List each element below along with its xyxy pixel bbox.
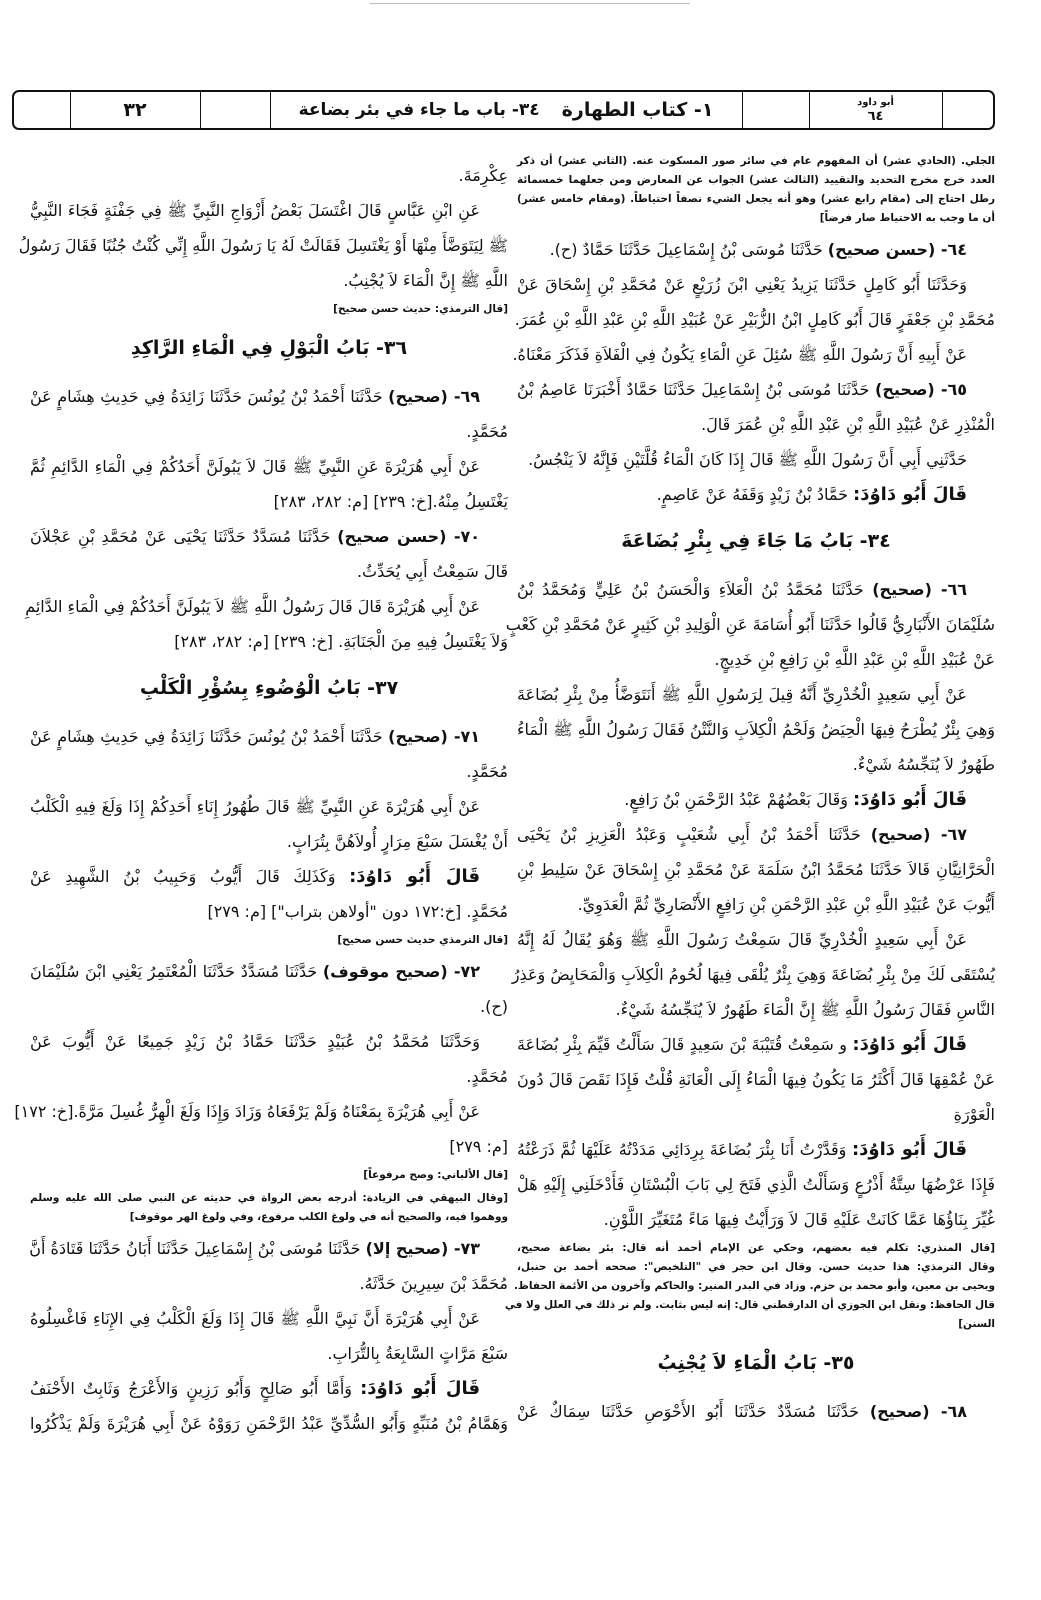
line-text: فَإِذَا عَرْضُهَا سِتَّةُ أَذْرُعٍ وَسَأَلْتُ الَّذِي فَتَحَ لِي بَابَ الْبُسْتَانِ فَأَدْخَلَنِي إِلَيْهِ هَلْ [517, 1175, 995, 1194]
hadith-paragraph [14, 1094, 508, 1164]
line-text: حَدَّثَنَا مُوسَى بْنُ إِسْمَاعِيلَ حَدَّثَنَا أَبَانُ حَدَّثَنَا قَتَادَةُ أَنَّ [29, 1239, 361, 1258]
hadith-number-grade: ٧٠- (حسن صحيح) [337, 527, 480, 546]
text-line [30, 379, 508, 414]
abu-dawud-label: قَالَ أَبُو دَاوُدَ: [851, 1139, 967, 1160]
text-line [512, 337, 995, 372]
line-text: [قال المنذري: تكلم فيه بعضهم، وحكي عن الإمام أحمد أنه قال: بئر بضاعة صحيح، [517, 1242, 995, 1254]
hadith-paragraph [30, 379, 508, 449]
text-line [30, 263, 508, 298]
text-line [517, 152, 995, 171]
chapter-heading: ٣٦- بَابُ الْبَوْلِ فِي الْمَاءِ الرَّاكِدِ [130, 337, 408, 359]
hadith-paragraph [30, 1024, 508, 1094]
line-text: مُحَمَّدِ بْنِ جَعْفَرٍ قَالَ أَبُو كَامِلٍ ابْنُ الزُّبَيْرِ عَنْ عُبَيْدِ اللَّهِ بْنِ عَبْدِ اللَّهِ بْنِ عُمَرَ. [514, 310, 995, 329]
line-text: ويحيى بن معين، وأبو محمد بن حزم. وزاد في البدر المنير: والحاكم وآخرون من الأئمة الحفاظ. [513, 1280, 995, 1292]
text-line [517, 1097, 995, 1132]
text-line [517, 442, 995, 477]
hadith-paragraph [30, 1301, 508, 1371]
line-text: حَدَّثَنَا أَحْمَدُ بْنُ يُونُسَ حَدَّثَنَا زَائِدَةُ فِي حَدِيثِ هِشَامٍ عَنْ [30, 387, 383, 406]
text-line [30, 824, 508, 859]
hadith-number-grade: ٧١- (صحيح) [388, 727, 481, 746]
text-line [517, 1132, 995, 1167]
text-line [517, 1394, 995, 1429]
footnote [30, 931, 508, 950]
line-text: اللَّهِ ﷺ إِنَّ الْمَاءَ لاَ يُجْنِبُ. [343, 271, 508, 290]
hadith-number: ٦٤ [867, 109, 884, 124]
hadith-number-grade: ٦٤- (حسن صحيح) [827, 240, 967, 259]
text-line [517, 992, 995, 1027]
hadith-paragraph [18, 193, 508, 298]
line-text: أَيُّوبَ عَنْ عُبَيْدِ اللَّهِ بْنِ عَبْدِ الرَّحْمَنِ بْنِ رَافِعٍ الأَنْصَارِيِّ ثُمَّ الْعَدَوِيِّ. [577, 895, 995, 914]
hadith-paragraph [30, 519, 508, 589]
abu-dawud-label: قَالَ أَبُو دَاوُدَ: [853, 484, 967, 505]
line-text: حَدَّثَنَا مُوسَى بْنُ إِسْمَاعِيلَ حَدَّثَنَا حَمَّادٌ أَخْبَرَنَا عَاصِمُ بْنُ [517, 380, 870, 399]
line-text: حَدَّثَنِي أَبِي أَنَّ رَسُولَ اللَّهِ ﷺ قَالَ إِذَا كَانَ الْمَاءُ قُلَّتَيْنِ فَإِنَّهُ لاَ يَنْجُسُ. [528, 450, 967, 469]
line-text: حَدَّثَنَا مُسَدَّدٌ حَدَّثَنَا أَبُو الأَحْوَصِ حَدَّثَنَا سِمَاكٌ عَنْ [517, 1402, 860, 1421]
text-line [517, 817, 995, 852]
line-text: وَقَالَ بَعْضُهُمْ عَبْدُ الرَّحْمَنِ بْنُ رَافِعٍ. [624, 790, 848, 809]
line-text: عَنْ عُبَيْدِ اللَّهِ بْنِ عَبْدِ اللَّهِ بْنِ رَافِعِ بْنِ خَدِيجٍ. [714, 650, 995, 669]
line-text: (ح). [480, 997, 508, 1016]
line-text: أَنْ يُغْسَلَ سَبْعَ مِرَارٍ أُولاَهُنَّ بِتُرَابٍ. [286, 832, 508, 851]
text-line [517, 852, 995, 887]
hadith-paragraph [30, 954, 508, 1024]
author-hadith-range [809, 92, 942, 128]
text-line [30, 931, 508, 950]
text-line [517, 922, 995, 957]
line-text: وَأَمَّا أَبُو صَالِحٍ وَأَبُو رَزِينٍ وَالأَعْرَجُ وَثَابِتٌ الأَحْنَفُ [30, 1379, 352, 1398]
footnote [504, 1239, 995, 1334]
text-line [30, 1336, 508, 1371]
hadith-paragraph [517, 1027, 995, 1132]
line-text: يُسْتَقَى لَكَ مِنْ بِئْرِ بُضَاعَةَ وَهِيَ بِئْرٌ يُلْقَى فِيهَا لُحُومُ الْكِلاَبِ وَالْمَحَايِضُ وَعَذِرُ [511, 965, 995, 984]
text-line [517, 1062, 995, 1097]
footnote [30, 1166, 508, 1185]
line-text: ووهموا فيه، والصحيح أنه في ولوغ الكلب مرفوع، وفي ولوغ الهر موقوف] [129, 1211, 508, 1223]
abu-dawud-label: قَالَ أَبُو دَاوُدَ: [852, 1034, 967, 1055]
hadith-paragraph [517, 817, 995, 922]
line-text: النَّاسِ فَقَالَ رَسُولُ اللَّهِ ﷺ إِنَّ الْمَاءَ طَهُورٌ لاَ يُنَجِّسُهُ شَيْءٌ. [615, 1000, 995, 1019]
line-text: السنن] [958, 1318, 995, 1330]
text-line [517, 1202, 995, 1237]
hadith-paragraph [514, 267, 995, 337]
hadith-paragraph [30, 449, 508, 519]
line-text: عَنْ أَبِي هُرَيْرَةَ عَنِ النَّبِيِّ ﷺ قَالَ طُهُورُ إِنَاءِ أَحَدِكُمْ إِذَا وَلَغَ فِيهِ الْكَلْبُ [30, 797, 480, 816]
text-line [30, 554, 508, 589]
line-text: حَدَّثَنَا مُوسَى بْنُ إِسْمَاعِيلَ حَدَّثَنَا حَمَّادٌ (ح). [549, 240, 823, 259]
hadith-paragraph [512, 337, 995, 372]
line-text: عَنْ أَبِي هُرَيْرَةَ أَنَّ نَبِيَّ اللَّهِ ﷺ قَالَ إِذَا وَلَغَ الْكَلْبُ فِي الإِنَاءِ فَاغْسِلُوهُ [30, 1309, 480, 1328]
line-text: الْمُنْذِرِ عَنْ عُبَيْدِ اللَّهِ بْنِ عَبْدِ اللَّهِ بْنِ عُمَرَ قَالَ. [701, 415, 995, 434]
right-column [504, 150, 995, 1429]
text-line [30, 193, 508, 228]
footnote [517, 152, 995, 228]
line-text: يَغْتَسِلُ مِنْهُ.[خ: ٢٣٩] [م: ٢٨٢، ٢٨٣] [273, 492, 508, 511]
hadith-paragraph [30, 1231, 508, 1301]
chapter-heading: ٣٤- بَابُ مَا جَاءَ فِي بِئْرِ بُضَاعَةَ [621, 530, 891, 552]
text-line [517, 372, 995, 407]
footnote [30, 300, 508, 319]
line-text: عَنِ ابْنِ عَبَّاسٍ قَالَ اغْتَسَلَ بَعْضُ أَزْوَاجِ النَّبِيِّ ﷺ فِي جَفْنَةٍ فَجَاءَ النَّبِيُّ [30, 201, 480, 220]
text-line [517, 1258, 995, 1277]
text-line [30, 484, 508, 519]
text-line [30, 300, 508, 319]
text-line [514, 302, 995, 337]
text-line [25, 589, 508, 624]
line-text: حَمَّادُ بْنُ زَيْدٍ وَقَفَهُ عَنْ عَاصِمٍ. [656, 485, 848, 504]
text-line [30, 754, 508, 789]
text-line [517, 190, 995, 209]
hadith-number-grade: ٦٩- (صحيح) [388, 387, 481, 406]
hadith-paragraph [517, 677, 995, 782]
hadith-paragraph [30, 719, 508, 789]
line-text: حَدَّثَنَا مُحَمَّدُ بْنُ الْعَلاَءِ وَالْحَسَنُ بْنُ عَلِيٍّ وَمُحَمَّدُ بْنُ [517, 580, 864, 599]
text-line [30, 1371, 508, 1406]
book-title: ١- كتاب الطهارة [561, 99, 714, 121]
text-line [517, 782, 995, 817]
left-column [14, 158, 508, 1441]
line-text: عَنْ عُمْقِهَا قَالَ أَكْثَرُ مَا يَكُونُ فِيهَا الْمَاءُ إِلَى الْعَانَةِ قُلْتُ فَإِذَا نَقَصَ قَالَ دُونَ [517, 1070, 995, 1089]
text-line [505, 607, 995, 642]
text-line [30, 624, 508, 659]
hadith-paragraph [505, 572, 995, 677]
hadith-number-grade: ٦٨- (صحيح) [869, 1402, 968, 1421]
author-name: أبو داود [857, 97, 894, 108]
text-line [517, 232, 995, 267]
line-text: وَكَذَلِكَ قَالَ أَيُّوبُ وَحَبِيبُ بْنُ الشَّهِيدِ عَنْ [30, 867, 336, 886]
page-number: ٣٢ [123, 99, 147, 121]
text-line [30, 1231, 508, 1266]
line-text: طَهُورٌ لاَ يُنَجِّسُهُ شَيْءٌ. [852, 755, 995, 774]
text-line [517, 1239, 995, 1258]
text-line [517, 677, 995, 712]
hadith-paragraph [30, 859, 508, 929]
line-text: و سَمِعْتُ قُتَيْبَةَ بْنَ سَعِيدٍ قَالَ سَأَلْتُ قَيِّمَ بِئْرِ بُضَاعَةَ [517, 1035, 847, 1054]
line-text: وَهِيَ بِئْرٌ يُطْرَحُ فِيهَا الْحِيَضُ وَلَحْمُ الْكِلاَبِ وَالنَّتْنُ فَقَالَ رَسُولُ اللَّهِ ﷺ الْمَاءُ [517, 720, 995, 739]
line-text: وَحَدَّثَنَا أَبُو كَامِلٍ حَدَّثَنَا يَزِيدُ يَعْنِي ابْنَ زُرَيْعٍ عَنْ مُحَمَّدِ بْنِ إِسْحَاقَ عَنْ [517, 275, 967, 294]
line-text: عَنْ أَبِي هُرَيْرَةَ قَالَ قَالَ رَسُولُ اللَّهِ ﷺ لاَ يَبُولَنَّ أَحَدُكُمْ فِي الْمَاءِ الدَّائِمِ [25, 597, 480, 616]
text-line [517, 209, 995, 228]
line-text: الجلي. (الحادي عشر) أن المفهوم عام في سائر صور المسكوت عنه. (الثاني عشر) أن ذكر [517, 155, 995, 167]
hadith-paragraph [30, 1371, 508, 1441]
text-line [517, 407, 995, 442]
hadith-paragraph [517, 232, 995, 267]
text-line [30, 1301, 508, 1336]
text-line [517, 1315, 995, 1334]
text-line [30, 1129, 508, 1164]
text-line [18, 228, 508, 263]
text-line [30, 519, 508, 554]
text-line [513, 1277, 995, 1296]
line-text: سُلَيْمَانَ الأَنْبَارِيُّ قَالُوا حَدَّثَنَا أَبُو أُسَامَةَ عَنِ الْوَلِيدِ بْنِ كَثِيرٍ عَنْ مُحَمَّدِ بْنِ كَعْبٍ [505, 615, 995, 634]
line-text: حَدَّثَنَا أَحْمَدُ بْنُ يُونُسَ حَدَّثَنَا زَائِدَةُ فِي حَدِيثِ هِشَامٍ عَنْ [30, 727, 383, 746]
line-text: مُحَمَّدٍ. [466, 1067, 508, 1086]
line-text: عِكْرِمَةَ. [458, 166, 508, 185]
hadith-paragraph [25, 589, 508, 659]
text-line [30, 1059, 508, 1094]
running-title [270, 92, 742, 128]
text-line [30, 158, 508, 193]
text-line [30, 1266, 508, 1301]
hadith-paragraph [517, 1394, 995, 1429]
text-line [30, 789, 508, 824]
text-line [30, 1406, 508, 1441]
text-line [30, 954, 508, 989]
hadith-paragraph [30, 789, 508, 859]
line-text: عَنْ أَبِي سَعِيدٍ الْخُدْرِيِّ أَنَّهُ قِيلَ لِرَسُولِ اللَّهِ ﷺ أَنَتَوَضَّأُ مِنْ بِئْرِ بُضَاعَةَ [517, 685, 967, 704]
text-line [517, 747, 995, 782]
text-line [30, 989, 508, 1024]
line-text: عَنْ أَبِي هُرَيْرَةَ بِمَعْنَاهُ وَلَمْ يَرْفَعَاهُ وَزَادَ وَإِذَا وَلَغَ الْهِرُّ غُسِلَ مَرَّةً.[خ: ١٧٢] [14, 1102, 480, 1121]
text-line [517, 887, 995, 922]
line-text: [م: ٢٧٩] [449, 1137, 508, 1156]
line-text: وَهَمَّامُ بْنُ مُنَبِّهٍ وَأَبُو السُّدِّيِّ عَبْدُ الرَّحْمَنِ رَوَوْهُ عَنْ أَبِي هُرَيْرَةَ وَلَمْ يَذْكُرُوا [30, 1414, 508, 1433]
text-line [517, 171, 995, 190]
hadith-number-grade: ٦٦- (صحيح) [872, 580, 967, 599]
hadith-paragraph [511, 922, 995, 1027]
line-text: وَلاَ يَغْتَسِلُ فِيهِ مِنَ الْجَنَابَةِ. [خ: ٢٣٩] [م: ٢٨٢، ٢٨٣] [174, 632, 508, 651]
text-line [517, 1167, 995, 1202]
hadith-paragraph [30, 158, 508, 193]
scan-edge-line [370, 3, 690, 4]
line-text: [قال الترمذي حديث حسن صحيح] [337, 934, 508, 946]
line-text: [قال الألباني: وصح مرفوعاً] [363, 1169, 508, 1181]
text-line [30, 449, 508, 484]
line-text: قال الحافظ: ونقل ابن الجوزي أن الدارقطني قال: إنه ليس بثابت. ولم نر ذلك في العلل ولا في [504, 1299, 995, 1311]
hadith-paragraph [517, 372, 995, 442]
line-text: عَنْ أَبِي هُرَيْرَةَ عَنِ النَّبِيِّ ﷺ قَالَ لاَ يَبُولَنَّ أَحَدُكُمْ فِي الْمَاءِ الدَّائِمِ ثُمَّ [30, 457, 480, 476]
hadith-paragraph [517, 1132, 995, 1237]
text-line [504, 1296, 995, 1315]
line-text: مُحَمَّدٍ. [466, 762, 508, 781]
chapter-title: ٣٤- باب ما جاء في بئر بضاعة [298, 100, 540, 120]
text-line [30, 1024, 508, 1059]
line-text: [قال الترمذي: حديث حسن صحيح] [333, 303, 508, 315]
line-text: عَنْ أَبِيهِ أَنَّ رَسُولَ اللَّهِ ﷺ سُئِلَ عَنِ الْمَاءِ يَكُونُ فِي الْفَلاَةِ فَذَكَرَ مَعْنَاهُ. [512, 345, 967, 364]
line-text: وقال الترمذي: هذا حديث حسن. وقال ابن حجر في "التلخيص": صححه أحمد بن حنبل، [517, 1261, 995, 1273]
line-text: وَحَدَّثَنَا مُحَمَّدُ بْنُ عُبَيْدٍ حَدَّثَنَا حَمَّادُ بْنُ زَيْدٍ جَمِيعًا عَنْ أَيُّوبَ عَنْ [30, 1032, 480, 1051]
text-line [30, 894, 508, 929]
text-line [517, 477, 995, 512]
text-line [517, 1027, 995, 1062]
running-header [12, 90, 995, 130]
hadith-number-grade: ٧٣- (صحيح إلا) [365, 1239, 480, 1258]
line-text: أن ما وجب به الاحتياط صار فرضاً] [819, 212, 995, 224]
line-text: عَنْ أَبِي سَعِيدٍ الْخُدْرِيِّ قَالَ سَمِعْتُ رَسُولَ اللَّهِ ﷺ وَهُوَ يُقَالُ لَهُ إِنَّهُ [517, 930, 967, 949]
text-line [30, 1189, 508, 1208]
hadith-paragraph [517, 442, 995, 477]
text-line [517, 642, 995, 677]
line-text: قَالَ سَمِعْتُ أَبِي يُحَدِّثُ. [356, 562, 508, 581]
chapter-heading: ٣٥- بَابُ الْمَاءِ لاَ يُجْنِبُ [657, 1352, 855, 1374]
hadith-paragraph [517, 782, 995, 817]
text-line [517, 712, 995, 747]
text-line [30, 414, 508, 449]
footnote [30, 1189, 508, 1227]
text-line [30, 1166, 508, 1185]
line-text: الْحَرَّانِيَّانِ قَالاَ حَدَّثَنَا مُحَمَّدُ ابْنُ سَلَمَةَ عَنْ مُحَمَّدِ بْنِ إِسْحَاقَ عَنْ سَلِيطِ بْنِ [517, 860, 995, 879]
text-line [511, 957, 995, 992]
line-text: مُحَمَّدٍ. [466, 422, 508, 441]
line-text: مُحَمَّدٍ. [خ:١٧٢ دون "أولاهن بتراب"] [م: ٢٧٩] [207, 902, 508, 921]
abu-dawud-label: قَالَ أَبُو دَاوُدَ: [853, 789, 967, 810]
text-line [30, 1208, 508, 1227]
text-line [30, 859, 508, 894]
chapter-heading: ٣٧- بَابُ الْوُضُوءِ بِسُؤْرِ الْكَلْبِ [139, 677, 399, 699]
hadith-paragraph [517, 477, 995, 512]
hadith-number-grade: ٧٢- (صحيح موقوف) [322, 962, 480, 981]
hadith-number-grade: ٦٥- (صحيح) [875, 380, 967, 399]
line-text: حَدَّثَنَا مُسَدَّدٌ حَدَّثَنَا الْمُعْتَمِرُ يَعْنِي ابْنَ سُلَيْمَانَ [30, 962, 318, 981]
line-text: ﷺ لِيَتَوَضَّأَ مِنْهَا أَوْ يَغْتَسِلَ فَقَالَتْ لَهُ يَا رَسُولَ اللَّهِ إِنِّي كُنْتُ جُنُبًا فَقَالَ رَسُولُ [18, 236, 508, 255]
line-text: [وقال البيهقي في الزيادة: أدرجه بعض الرواة في حديثه عن النبي صلى الله عليه وسلم [30, 1192, 508, 1204]
text-line [517, 572, 995, 607]
hadith-number-grade: ٦٧- (صحيح) [870, 825, 968, 844]
abu-dawud-label: قَالَ أَبُو دَاوُدَ: [360, 1378, 480, 1399]
line-text: حَدَّثَنَا أَحْمَدُ بْنُ أَبِي شُعَيْبٍ وَعَبْدُ الْعَزِيزِ بْنُ يَحْيَى [517, 825, 861, 844]
abu-dawud-label: قَالَ أَبُو دَاوُدَ: [349, 866, 480, 887]
line-text: وَقَدَّرْتُ أَنَا بِئْرَ بُضَاعَةَ بِرِدَائِي مَدَدْتُهُ عَلَيْهَا ثُمَّ ذَرَعْتُهُ [517, 1140, 847, 1159]
line-text: العدد خرج مخرج التحديد والتقييد (الثالث عشر) الجواب عن المعارض ومن جعلهما خمسمائة [517, 174, 995, 186]
text-line [14, 1094, 508, 1129]
line-text: الْعَوْرَةِ [953, 1105, 995, 1124]
line-text: مُحَمَّدَ بْنَ سِيرِينَ حَدَّثَهُ. [359, 1274, 508, 1293]
text-line [30, 719, 508, 754]
line-text: حَدَّثَنَا مُسَدَّدٌ حَدَّثَنَا يَحْيَى عَنْ مُحَمَّدِ بْنِ عَجْلاَنَ [30, 527, 331, 546]
text-line [517, 267, 995, 302]
line-text: غُيِّرَ بِنَاؤُهَا عَمَّا كَانَتْ عَلَيْهِ قَالَ لاَ وَرَأَيْتُ فِيهَا مَاءً مُتَغَيِّرَ اللَّوْنِ. [603, 1210, 995, 1229]
line-text: رطل احتاج إلى (مقام رابع عشر) وهو أنه يجعل الشيء نصفاً احتياطاً. (ومقام خامس عشر) [517, 193, 995, 205]
line-text: سَبْعَ مَرَّاتٍ السَّابِعَةُ بِالتُّرَابِ. [327, 1344, 508, 1363]
